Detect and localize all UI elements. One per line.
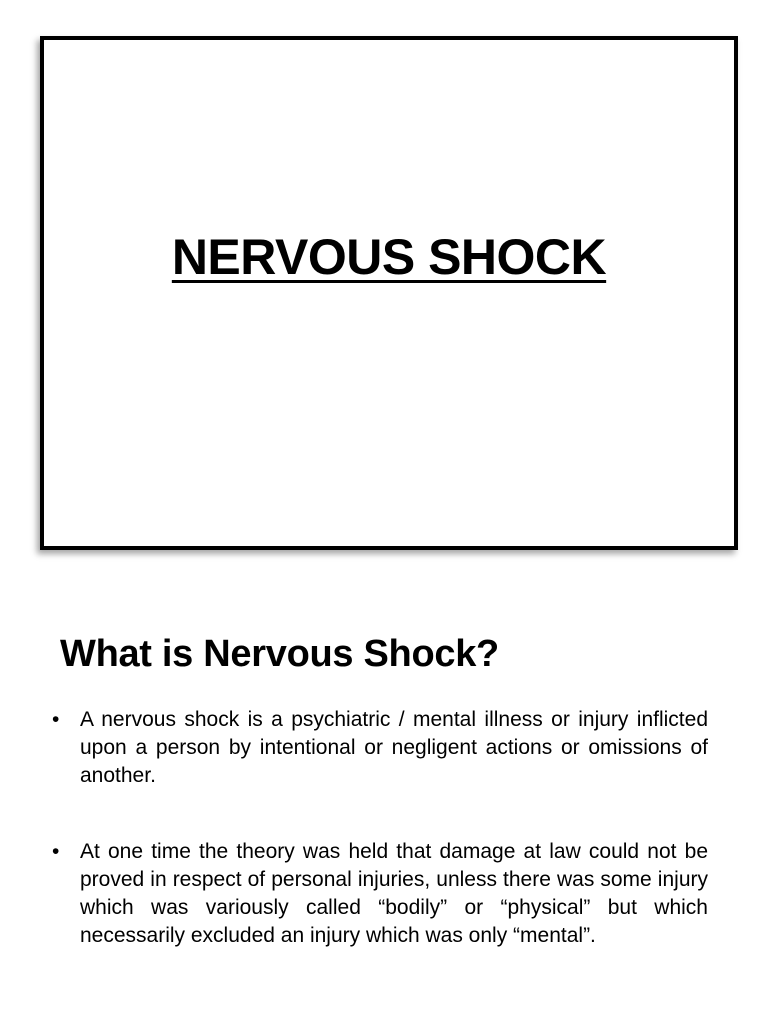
- bullet-item-definition: [48, 706, 708, 790]
- bullet-text: At one time the theory was held that damage at law could not be proved in respect of personal injuries, unless there was some injury which was variously called “bodily” or “physical” but which necessarily excluded an injury which was only “mental”.: [80, 840, 708, 947]
- bullet-icon: •: [52, 840, 60, 863]
- title-slide: [40, 36, 738, 550]
- bullet-text: A nervous shock is a psychiatric / mental illness or injury inflicted upon a person by intentional or negligent actions or omissions of another.: [80, 708, 708, 787]
- content-slide: [0, 600, 768, 1020]
- bullet-list: [48, 706, 708, 950]
- content-heading: What is Nervous Shock?: [60, 633, 499, 675]
- slide-title-text: NERVOUS SHOCK: [171, 229, 607, 285]
- bullet-icon: •: [52, 708, 60, 731]
- slide-title: [44, 230, 734, 285]
- bullet-item-history: [48, 838, 708, 950]
